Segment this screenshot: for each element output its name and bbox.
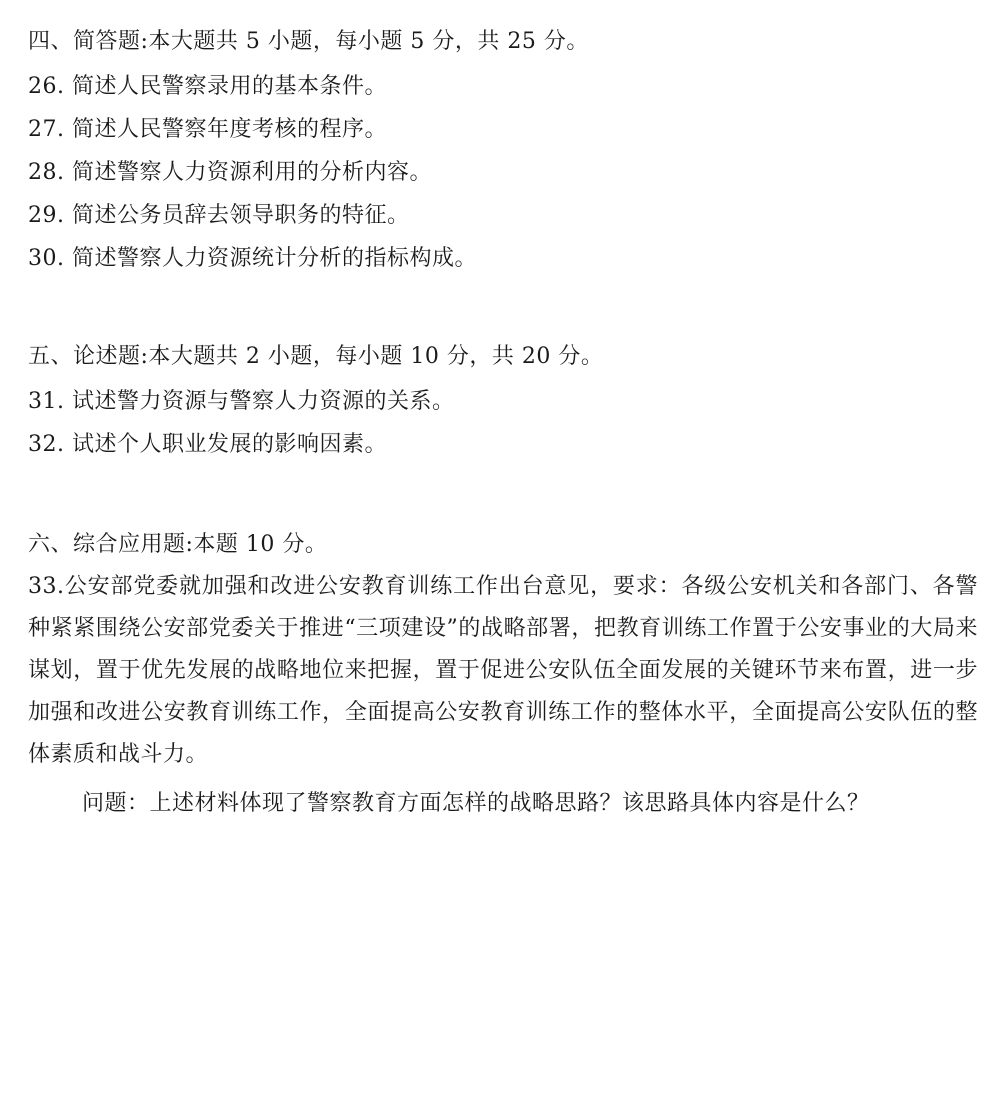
question-number: 33.: [28, 574, 65, 599]
question-text: 简述警察人力资源利用的分析内容。: [72, 160, 433, 185]
question-number: 26.: [28, 74, 65, 99]
question-32: [28, 430, 387, 460]
section-5-heading: 五、论述题:本大题共 2 小题，每小题 10 分，共 20 分。: [28, 344, 604, 369]
question-29: [28, 201, 410, 231]
question-number: 27.: [28, 117, 65, 142]
question-33-prompt: 问题：上述材料体现了警察教育方面怎样的战略思路？该思路具体内容是什么？: [82, 791, 870, 816]
question-number: 32.: [28, 432, 65, 457]
question-text: 简述警察人力资源统计分析的指标构成。: [72, 246, 478, 271]
question-number: 28.: [28, 160, 65, 185]
question-text: 试述个人职业发展的影响因素。: [72, 432, 388, 457]
question-28: [28, 158, 432, 188]
question-text: 试述警力资源与警察人力资源的关系。: [72, 389, 455, 414]
section-6-heading: 六、综合应用题:本题 10 分。: [28, 532, 328, 557]
question-number: 30.: [28, 246, 65, 271]
question-33-material: 公安部党委就加强和改进公安教育训练工作出台意见，要求：各级公安机关和各部门、各警种紧紧围绕公安部党委关于推进“三项建设”的战略部署，把教育训练工作置于公安事业的大局来谋划，置于优先发展的战略地位来把握，置于促进公安队伍全面发展的关键环节来布置，进一步加强和改进公安教育训练工作，全面提高公安教育训练工作的整体水平，全面提高公安队伍的整体素质和战斗力。: [28, 574, 978, 767]
question-30: [28, 244, 477, 274]
section-4-heading: 四、简答题:本大题共 5 小题，每小题 5 分，共 25 分。: [28, 29, 589, 54]
question-33: [28, 566, 978, 776]
question-text: 简述公务员辞去领导职务的特征。: [72, 203, 410, 228]
question-26: [28, 72, 387, 102]
question-27: [28, 115, 387, 145]
question-31: [28, 387, 455, 417]
question-number: 31.: [28, 389, 65, 414]
question-text: 简述人民警察录用的基本条件。: [72, 74, 388, 99]
question-text: 简述人民警察年度考核的程序。: [72, 117, 388, 142]
question-number: 29.: [28, 203, 65, 228]
